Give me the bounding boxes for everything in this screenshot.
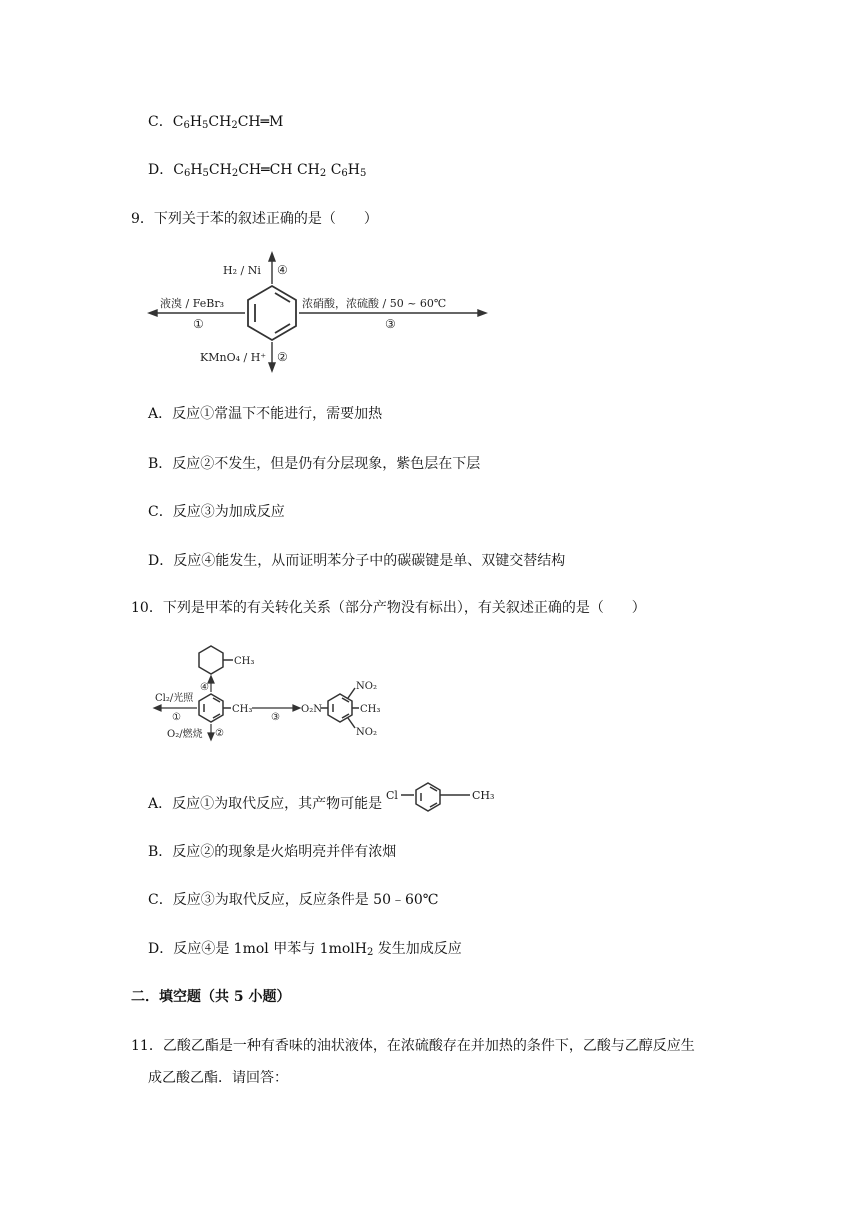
q10-stem: 10．下列是甲苯的有关转化关系（部分产物没有标出），有关叙述正确的是（ ）	[131, 600, 646, 616]
section-heading-fill-blank: 二．填空题（共 5 小题）	[131, 989, 291, 1005]
arrow-right	[299, 310, 486, 316]
toluene-ch3: CH₃	[232, 704, 253, 715]
benzene-ring	[248, 286, 296, 340]
tnt-ring	[321, 688, 359, 728]
reagent-kmno4-h: KMnO₄ / H⁺	[200, 351, 267, 364]
q8-option-d: D．$C_6H_5CH_2CH═CH$ $CH_2$ $C_6H_5$	[148, 162, 367, 179]
q9-option-c: C．反应③为加成反应	[148, 504, 285, 520]
q11-stem-line2: 成乙酸乙酯．请回答：	[148, 1070, 288, 1086]
arrow-right-3	[252, 705, 300, 711]
struct-ch3: CH₃	[472, 789, 495, 802]
reaction-num-3: ③	[271, 712, 280, 723]
reaction-num-4: ④	[277, 263, 288, 277]
q10-toluene-reaction-diagram	[145, 632, 405, 744]
reagent-br2-febr3: 液溴 / FeBr₃	[160, 297, 224, 310]
product-no2-bottom: NO₂	[356, 727, 377, 738]
arrow-down	[269, 342, 275, 371]
reaction-num-1: ①	[172, 712, 181, 723]
q9-stem: 9．下列关于苯的叙述正确的是（ ）	[131, 211, 378, 227]
reaction-num-3: ③	[385, 317, 396, 331]
struct-cl: Cl	[386, 789, 398, 802]
q9-option-d: D．反应④能发生，从而证明苯分子中的碳碳键是单、双键交替结构	[148, 553, 566, 569]
cyclohexane-ch3: CH₃	[234, 656, 255, 667]
reagent-o2-burn: O₂/燃烧	[167, 729, 203, 740]
arrow-down-2	[208, 724, 214, 740]
cyclohexane-ring	[199, 646, 233, 674]
reagent-hno3-h2so4: 浓硝酸，浓硫酸 / 50 ~ 60℃	[302, 297, 447, 310]
reaction-num-4: ④	[200, 682, 209, 693]
toluene-ring	[199, 694, 231, 722]
q10-option-c: C．反应③为取代反应，反应条件是 50﹣60℃	[148, 892, 439, 908]
reaction-num-2: ②	[277, 350, 288, 364]
q9-option-a: A．反应①常温下不能进行，需要加热	[148, 406, 383, 422]
q10-option-d: D．反应④是 1mol 甲苯与 1molH$_2$ 发生加成反应	[148, 941, 462, 958]
q10-option-a: A．反应①为取代反应，其产物可能是	[148, 796, 383, 812]
product-o2n: O₂N	[301, 704, 322, 715]
product-ch3: CH₃	[360, 704, 381, 715]
q9-option-b: B．反应②不发生，但是仍有分层现象，紫色层在下层	[148, 456, 481, 472]
reagent-cl2-light: Cl₂/光照	[155, 693, 194, 704]
reagent-h2-ni: H₂ / Ni	[223, 264, 261, 277]
q9-benzene-reaction-diagram	[145, 250, 490, 375]
product-no2-top: NO₂	[356, 681, 377, 692]
q11-stem-line1: 11．乙酸乙酯是一种有香味的油状液体，在浓硫酸存在并加热的条件下，乙酸与乙醇反应生	[131, 1038, 695, 1054]
q8-option-c: C．$C_6H_5CH_2CH═M$	[148, 114, 284, 131]
q10-option-b: B．反应②的现象是火焰明亮并伴有浓烟	[148, 844, 397, 860]
arrow-left-1	[154, 705, 197, 711]
reaction-num-1: ①	[193, 317, 204, 331]
q10-option-a-structure	[384, 780, 524, 816]
reaction-num-2: ②	[215, 728, 224, 739]
arrow-up	[269, 253, 275, 284]
arrow-left	[149, 310, 245, 316]
